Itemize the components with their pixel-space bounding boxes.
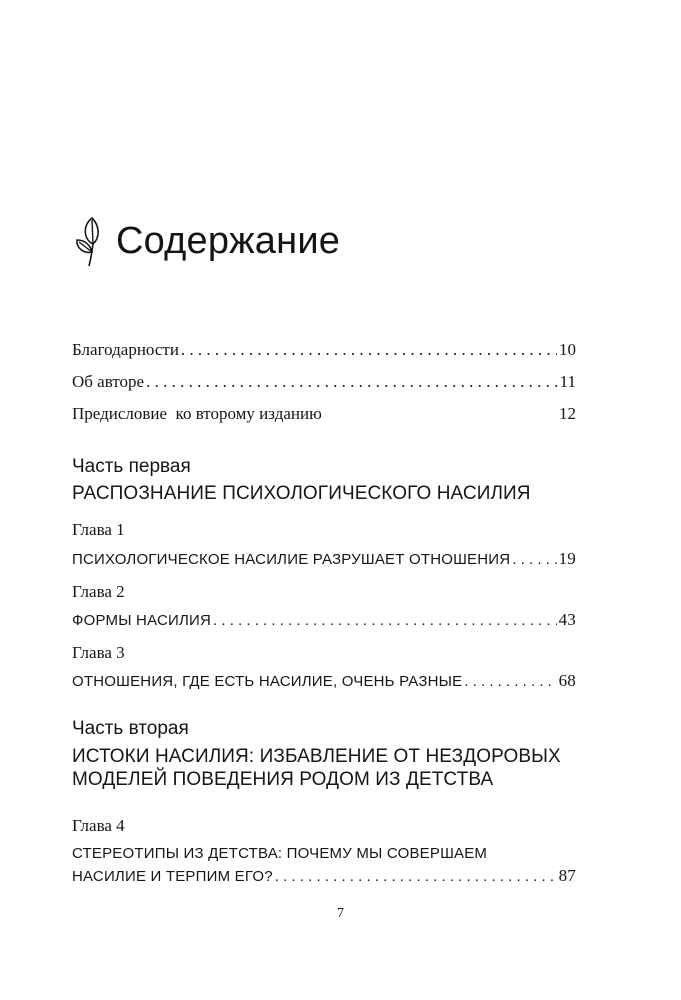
chapter-label: Глава 2 (72, 582, 125, 601)
contents-heading (72, 206, 340, 276)
toc-entry-page: 68 (558, 671, 576, 690)
part-label: Часть первая (72, 456, 191, 477)
toc-entry-chapter-4-line[interactable]: СТЕРЕОТИПЫ ИЗ ДЕТСТВА: ПОЧЕМУ МЫ СОВЕРШАЕМ (72, 845, 488, 862)
toc-entry-chapter-2[interactable] (72, 610, 576, 630)
toc-entry-page: 19 (558, 549, 576, 568)
toc-entry-chapter-3[interactable] (72, 671, 576, 691)
dot-leader (275, 868, 557, 885)
toc-entry-chapter-4[interactable] (72, 866, 576, 886)
toc-entry-page: 43 (558, 610, 576, 629)
toc-entry-about-author[interactable] (72, 372, 576, 392)
chapter-label: Глава 3 (72, 643, 125, 662)
chapter-label: Глава 4 (72, 816, 125, 835)
toc-entry-title: ПСИХОЛОГИЧЕСКОЕ НАСИЛИЕ РАЗРУШАЕТ ОТНОШЕНИЯ (72, 551, 511, 568)
toc-entry-chapter-1[interactable] (72, 549, 576, 569)
dot-leader (512, 551, 556, 568)
toc-entry-page: 87 (558, 866, 576, 885)
part-title: РАСПОЗНАНИЕ ПСИХОЛОГИЧЕСКОГО НАСИЛИЯ (72, 483, 531, 504)
part-label: Часть вторая (72, 718, 189, 739)
part-title-line: ИСТОКИ НАСИЛИЯ: ИЗБАВЛЕНИЕ ОТ НЕЗДОРОВЫХ (72, 746, 561, 767)
leaf-icon (72, 214, 110, 268)
dot-leader (213, 612, 557, 629)
page-number: 7 (337, 906, 344, 921)
toc-entry-title: Об авторе (72, 372, 145, 391)
toc-entry-title: НАСИЛИЕ И ТЕРПИМ ЕГО? (72, 868, 273, 885)
part-title-line: МОДЕЛЕЙ ПОВЕДЕНИЯ РОДОМ ИЗ ДЕТСТВА (72, 769, 494, 790)
toc-entry-page: 10 (559, 340, 576, 359)
toc-entry-title: ОТНОШЕНИЯ, ГДЕ ЕСТЬ НАСИЛИЕ, ОЧЕНЬ РАЗНЫЕ (72, 673, 463, 690)
dot-leader (146, 372, 558, 392)
dot-leader (464, 673, 556, 690)
page-title: Содержание (116, 219, 341, 262)
dot-leader (181, 340, 557, 360)
toc-entry-page: 11 (559, 372, 576, 391)
toc-entry-acknowledgements[interactable] (72, 340, 576, 360)
toc-entry-page: 12 (559, 404, 576, 423)
toc-entry-title: Предисловие ко второму изданию (72, 404, 322, 423)
toc-entry-title: ФОРМЫ НАСИЛИЯ (72, 612, 212, 629)
chapter-label: Глава 1 (72, 520, 125, 539)
toc-entry-title: Благодарности (72, 340, 179, 359)
toc-entry-preface[interactable] (72, 404, 576, 424)
